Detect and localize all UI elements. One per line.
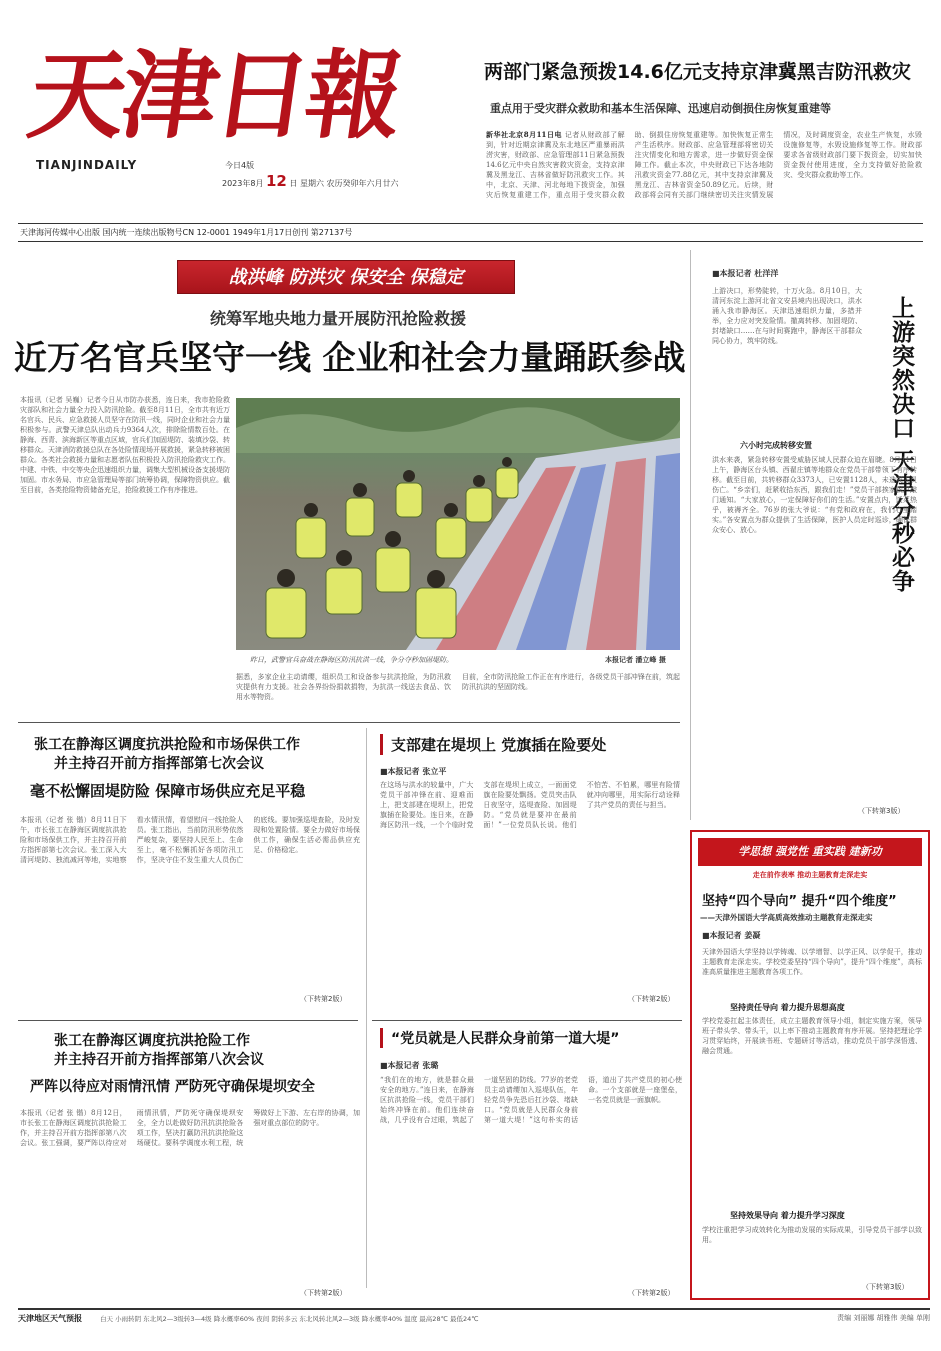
sidebar-subhead: 六小时完成转移安置	[740, 441, 812, 450]
story-d-byline: ■本报记者 张璐	[380, 1061, 439, 1070]
story-b-byline: ■本报记者 张立平	[380, 767, 447, 776]
story-d-continued: （下转第2版）	[628, 1289, 675, 1297]
sidebar-byline: ■本报记者 杜洋洋	[712, 269, 779, 278]
feature-banner	[698, 838, 922, 866]
story-a-body: 本报讯（记者 张 锴）8月11日下午，市长张工在静海区调度抗洪抢险和市场保供工作，并主持召开前方指挥部第七次会议。张工深入大清河堤防、独流减河等地，实地察看水情汛情，看望慰问一线抢险人员。张工指出，当前防汛形势依然严峻复杂，要坚持人民至上、生命至上，毫不松懈抓好各项防汛工作，坚决守住不发生重大人员伤亡的底线。要加强巡堤查险，及时发现和处置险情。要全力做好市场保供工作，确保生活必需品供应充足、价格稳定。	[20, 816, 360, 864]
story-d-headline: “党员就是人民群众身前第一道大堤”	[380, 1028, 619, 1048]
feature-continued: （下转第3版）	[862, 1283, 909, 1291]
story-a-headline-2: 并主持召开前方指挥部第七次会议	[54, 756, 264, 772]
date-suffix: 日 星期六 农历癸卯年六月廿六	[289, 179, 399, 188]
lead-story-headline: 近万名官兵坚守一线 企业和社会力量踊跃参战	[14, 338, 686, 377]
issue-date	[222, 172, 399, 190]
feature-banner-item-4: 建新功	[848, 845, 882, 858]
feature-banner-item-3: 重实践	[811, 845, 845, 858]
feature-body: 天津外国语大学坚持以学铸魂、以学增智、以学正风、以学促干，推动主题教育走深走实。学校党委坚持“四个导向”，提升“四个维度”，高标准高质量推进主题教育各项工作。	[702, 948, 922, 976]
weather-label: 天津地区天气预报	[18, 1313, 82, 1323]
feature-body-2: 学校注重把学习成效转化为推动发展的实际成果，引导党员干部学以致用。	[702, 1226, 922, 1244]
lead-photo-illustration	[236, 398, 680, 650]
top-story-subhead: 重点用于受灾群众救助和基本生活保障、迅速启动倒损住房恢复重建等	[490, 102, 831, 115]
masthead-pinyin: TIANJINDAILY	[36, 158, 138, 172]
story-a-headline-1: 张工在静海区调度抗洪抢险和市场保供工作	[34, 737, 300, 753]
feature-box	[690, 830, 930, 1300]
top-story-headline: 两部门紧急预拨14.6亿元支持京津冀黑吉防汛救灾	[484, 61, 911, 83]
story-d-body: “我们在的地方，就是群众最安全的地方。”连日来，在静海区抗洪抢险一线，党员干部们始终冲锋在前。他们连续奋战，几乎没有合过眼，筑起了一道坚固的防线。77岁的老党员主动请缨加入巡堤队伍，年轻党员争先恐后扛沙袋、堵缺口。“党员就是人民群众身前第一道大堤！”这句朴实的话语，道出了共产党员的初心使命。一个支部就是一座堡垒，一名党员就是一面旗帜。	[380, 1076, 682, 1124]
date-prefix: 2023年8月	[222, 179, 264, 188]
story-c-subhead: 严阵以待应对雨情汛情 严防死守确保堤坝安全	[30, 1079, 315, 1095]
story-c-body: 本报讯（记者 张 锴）8月12日，市长张工在静海区调度抗洪抢险工作，并主持召开前方指挥部第八次会议。张工强调，要严阵以待应对雨情汛情，严防死守确保堤坝安全，全力以赴做好防汛抗洪抢险各项工作，坚决打赢防汛抗洪抢险这场硬仗。要科学调度水利工程，统筹做好上下游、左右岸的协调，加强对重点部位的防守。	[20, 1109, 360, 1147]
sidebar-headline: 上游突然决口 天津分秒必争	[888, 296, 914, 594]
lead-story-body: 本报讯（记者 吴巍）记者今日从市防办获悉，连日来，我市抢险救灾部队和社会力量全力投入防汛抢险。截至8月11日，全市共有近万名官兵、民兵、应急救援人员坚守在防汛一线，同时企业和社会力量积极参与。武警天津总队出动兵力9364人次，排除险情数百处。在静海、西青、滨海新区等重点区域，官兵们加固堤防、装填沙袋、转移群众。天津消防救援总队在各处险情现场开展救援，紧急转移被困群众。各类社会救援力量和志愿者队伍积极投入防汛抢险救灾工作。中建、中铁、中交等央企迅速组织力量，调集大型机械设备支援堤防加固。市水务局、市应急管理局等部门统筹协调，保障物资供应。截至目前，各类抢险物资储备充足，抢险救援工作有序推进。	[20, 396, 230, 494]
footer-bar	[18, 1308, 930, 1326]
masthead-title: 天津日報	[22, 39, 407, 152]
date-day: 12	[266, 172, 287, 190]
edition-count: 今日4版	[225, 161, 255, 170]
feature-byline: ■本报记者 姜凝	[702, 931, 761, 940]
lead-story-kicker: 统筹军地央地力量开展防汛抢险救援	[210, 309, 467, 328]
weather-forecast: 白天 小雨转阴 东北风2—3级转3—4级 降水概率60% 夜间 阴转多云 东北风转北风2—3级 降水概率40% 温度 最高28℃ 最低24℃	[100, 1314, 479, 1323]
story-c-continued: （下转第2版）	[300, 1289, 347, 1297]
lead-photo-credit: 本报记者 潘立峰 摄	[605, 656, 666, 664]
top-story-body: 记者从财政部了解到，针对近期京津冀及东北地区严重暴雨洪涝灾害，财政部、应急管理部11日紧急预拨14.6亿元中央自然灾害救灾资金，支持京津冀及黑龙江、吉林省做好防汛救灾工作。其中，北京、天津、河北每地下拨资金，加强灾后恢复重建工作，重点用于受灾群众救助、倒损住房恢复重建等。加快恢复正常生产生活秩序。财政部、应急管理部将密切关注灾情变化和地方需求，进一步做好资金保障工作。截止本次，中央财政已下达各地防汛救灾资金77.88亿元，其中支持京津冀及黑龙江、吉林省资金50.89亿元。后续，财政部将会同有关部门继续密切关注灾情发展情况，及时调度资金，农业生产恢复，水毁设施修复等，水毁设施修复等工作。财政部要求各省级财政部门要下拨资金，切实加快资金拨付使用进度，全力支持做好抢险救灾、受灾群众救助等工作。	[486, 131, 922, 199]
sidebar-body-2: 洪水来袭，紧急转移安置受威胁区域人民群众迫在眉睫。8月11日上午，静海区台头镇、西翟庄镇等地群众在党员干部带领下有序转移。截至目前，共转移群众3373人，已安置1128人，未造成人员伤亡。“乡亲们，赶紧收拾东西，跟我们走！”党员干部挨家挨户敲门通知。“大家放心，一定保障好你们的生活。”安置点内，饭菜热乎，被褥齐全。76岁的张大爷说：“有党和政府在，我们心里踏实。”各安置点为群众提供了生活保障，医护人员定时巡诊，确保群众安心、放心。	[712, 456, 917, 534]
top-story-body-wrap	[486, 130, 922, 220]
lead-photo-caption: 昨日，武警官兵奋战在静海区防汛抗洪一线，争分夺秒加固堤防。	[250, 656, 453, 664]
feature-sub-2: 坚持效果导向 着力提升学习深度	[730, 1211, 845, 1220]
campaign-banner-text: 战洪峰 防洪灾 保安全 保稳定	[228, 267, 464, 288]
feature-banner-sub: 走在前作表率 推动主题教育走深走实	[752, 871, 868, 879]
lead-story-body-3: 目前，全市防汛抢险工作正在有序进行，各级党员干部冲锋在前，筑起防汛抗洪的坚固防线。	[462, 673, 680, 691]
masthead	[22, 36, 470, 176]
story-a-subhead: 毫不松懈固堤防险 保障市场供应充足平稳	[30, 782, 306, 800]
story-b-headline: 支部建在堤坝上 党旗插在险要处	[380, 734, 606, 755]
feature-banner-item-1: 学思想	[738, 845, 772, 858]
story-a-continued: （下转第2版）	[300, 995, 347, 1003]
feature-headline: 坚持“四个导向” 提升“四个维度”	[702, 894, 897, 909]
feature-body-1: 学校党委扛起主体责任，成立主题教育领导小组，制定实施方案，领导班子带头学、带头干，以上率下推动主题教育有序开展。坚持把理论学习贯穿始终，开展读书班、专题研讨等活动，推动党员干部学深悟透、融会贯通。	[702, 1017, 922, 1055]
lead-story-body-2: 据悉，多家企业主动请缨，组织员工和设备参与抗洪抢险，为防汛救灾提供有力支援。社会各界纷纷捐款捐物，为抗洪一线送去食品、饮用水等物资。	[236, 673, 451, 701]
story-b-continued: （下转第2版）	[628, 995, 675, 1003]
sidebar-body: 上游决口，形势陡转，十万火急。8月10日，大清河东淀上游河北省文安县境内出现决口，洪水涌入我市静海区。天津迅速组织力量，多措并举，全力应对突发险情。撤离转移、加固堤防、封堵缺口……在与时间赛跑中，静海区干部群众同心协力，筑牢防线。	[712, 287, 862, 345]
sidebar-continued: （下转第3版）	[858, 807, 905, 815]
story-c-headline-2: 并主持召开前方指挥部第八次会议	[54, 1052, 264, 1068]
story-c-headline-1: 张工在静海区调度抗洪抢险工作	[54, 1033, 250, 1049]
feature-sub-1: 坚持责任导向 着力提升思想高度	[730, 1003, 845, 1012]
publisher-line: 天津海河传媒中心出版 国内统一连续出版物号CN 12-0001 1949年1月17日创刊 第27137号	[20, 228, 353, 237]
feature-banner-item-2: 强党性	[775, 845, 809, 858]
campaign-banner	[177, 260, 515, 294]
story-b-body: 在这场与洪水的较量中，广大党员干部冲锋在前、迎难而上，把支部建在堤坝上，把党旗插在险要处。连日来，在静海区防汛一线，一个个临时党支部在堤坝上成立，一面面党旗在险要处飘扬。党员突击队日夜坚守，巡堤查险、加固堤防。“党员就是要冲在最前面！”一位党员队长说。他们不怕苦、不怕累，哪里有险情就冲向哪里，用实际行动诠释了共产党员的责任与担当。	[380, 781, 680, 829]
top-story-dateline: 新华社北京8月11日电	[486, 130, 563, 139]
feature-subhead: ——天津外国语大学高质高效推动主题教育走深走实	[700, 913, 873, 922]
editor-credits: 责编 刘丽娜 胡雅伟 美编 单刚	[837, 1314, 930, 1322]
lead-photo	[236, 398, 680, 650]
